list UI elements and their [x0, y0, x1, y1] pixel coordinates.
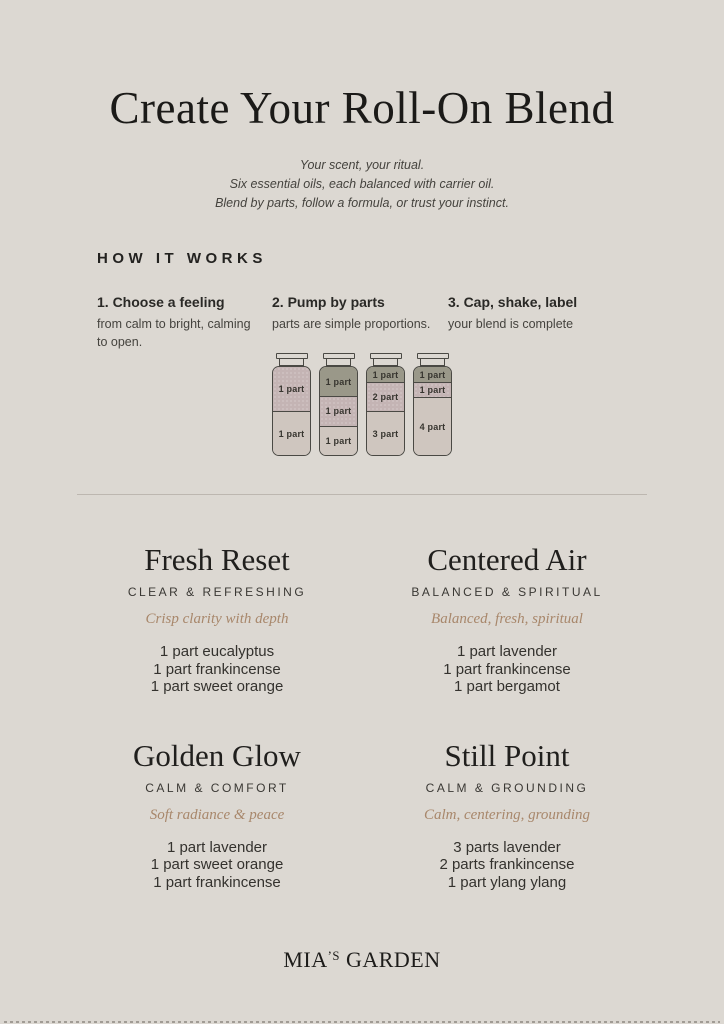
- section-divider: [77, 494, 647, 495]
- bottle-neck-icon: [326, 359, 351, 366]
- ingredient-line: 1 part sweet orange: [150, 856, 284, 874]
- recipe-ingredients: [362, 643, 652, 696]
- bottle-segment: 3 part: [367, 411, 404, 455]
- step-pump-by-parts: [272, 294, 448, 352]
- ingredient-line: 1 part eucalyptus: [159, 643, 275, 661]
- bottle-neck-icon: [279, 359, 304, 366]
- step-title: 1. Choose a feeling: [97, 293, 225, 310]
- bottle-segment: 1 part: [273, 411, 310, 456]
- bottom-perforation-decoration: [4, 1021, 720, 1023]
- recipe-name: Fresh Reset: [144, 542, 290, 578]
- ingredient-line: 1 part lavender: [456, 643, 558, 661]
- recipe-name: Centered Air: [427, 542, 587, 578]
- step-title: 2. Pump by parts: [272, 293, 385, 310]
- recipe-card-still-point: [362, 738, 652, 892]
- bottle-3: [366, 353, 405, 456]
- bottle-segment: 1 part: [414, 367, 451, 381]
- recipe-card-centered-air: [362, 542, 652, 696]
- brand-suffix: GARDEN: [339, 946, 441, 972]
- recipe-category: CLEAR & REFRESHING: [127, 585, 307, 600]
- step-description: from calm to bright, calming to open.: [97, 317, 251, 349]
- recipe-name: Golden Glow: [133, 738, 301, 774]
- bottle-body: [272, 366, 311, 456]
- recipe-card-fresh-reset: [72, 542, 362, 696]
- bottle-segment: 1 part: [273, 367, 310, 411]
- bottle-neck-icon: [420, 359, 445, 366]
- recipe-tagline: Crisp clarity with depth: [145, 611, 289, 628]
- ingredient-line: 1 part frankincense: [153, 660, 281, 678]
- ingredient-line: 1 part frankincense: [443, 660, 571, 678]
- bottle-body: [413, 366, 452, 456]
- recipe-tagline: Soft radiance & peace: [149, 806, 285, 823]
- ingredient-line: 1 part sweet orange: [150, 678, 284, 696]
- ingredient-line: 3 parts lavender: [453, 838, 561, 856]
- recipe-ingredients: [362, 839, 652, 892]
- how-it-works-section: [0, 250, 724, 352]
- bottle-body: [366, 366, 405, 456]
- page-subtitle: [0, 156, 724, 214]
- ingredient-line: 1 part lavender: [166, 838, 268, 856]
- brand-prefix: MIA: [283, 946, 328, 972]
- how-it-works-heading: HOW IT WORKS: [97, 249, 267, 267]
- recipe-category: CALM & COMFORT: [145, 780, 289, 795]
- subtitle-line-1: Your scent, your ritual.: [299, 157, 425, 172]
- recipe-tagline: Balanced, fresh, spiritual: [431, 611, 583, 628]
- recipe-ingredients: [72, 643, 362, 696]
- bottle-diagrams: [0, 353, 724, 456]
- bottle-neck-icon: [373, 359, 398, 366]
- ingredient-line: 1 part frankincense: [153, 874, 281, 892]
- bottle-segment: 4 part: [414, 397, 451, 455]
- bottle-segment: 1 part: [367, 367, 404, 381]
- bottle-segment: 1 part: [414, 382, 451, 397]
- bottle-segment: 1 part: [320, 367, 357, 396]
- step-title: 3. Cap, shake, label: [448, 293, 578, 310]
- step-description: parts are simple proportions.: [272, 317, 431, 332]
- page-title: Create Your Roll-On Blend: [109, 83, 615, 133]
- bottle-segment: 1 part: [320, 396, 357, 426]
- subtitle-line-2: Six essential oils, each balanced with carrier oil.: [229, 176, 495, 191]
- bottle-2: [319, 353, 358, 456]
- recipe-category: BALANCED & SPIRITUAL: [411, 585, 603, 600]
- recipe-ingredients: [72, 839, 362, 892]
- bottle-segment: 1 part: [320, 426, 357, 456]
- bottle-body: [319, 366, 358, 456]
- bottle-1: [272, 353, 311, 456]
- recipe-card-golden-glow: [72, 738, 362, 892]
- ingredient-line: 1 part bergamot: [454, 678, 560, 696]
- brand-logo: [0, 947, 724, 973]
- recipe-grid: [0, 542, 724, 891]
- bottle-4: [413, 353, 452, 456]
- subtitle-line-3: Blend by parts, follow a formula, or trust your instinct.: [215, 196, 509, 211]
- ingredient-line: 1 part ylang ylang: [447, 874, 567, 892]
- step-cap-shake-label: [448, 294, 664, 352]
- recipe-name: Still Point: [444, 738, 570, 774]
- bottle-segment: 2 part: [367, 382, 404, 412]
- recipe-category: CALM & GROUNDING: [425, 780, 589, 795]
- brand-superscript: ’S: [327, 948, 340, 963]
- ingredient-line: 2 parts frankincense: [439, 856, 575, 874]
- step-choose-feeling: [97, 294, 272, 352]
- steps-row: [97, 294, 664, 352]
- recipe-tagline: Calm, centering, grounding: [423, 806, 591, 823]
- step-description: your blend is complete: [448, 317, 574, 332]
